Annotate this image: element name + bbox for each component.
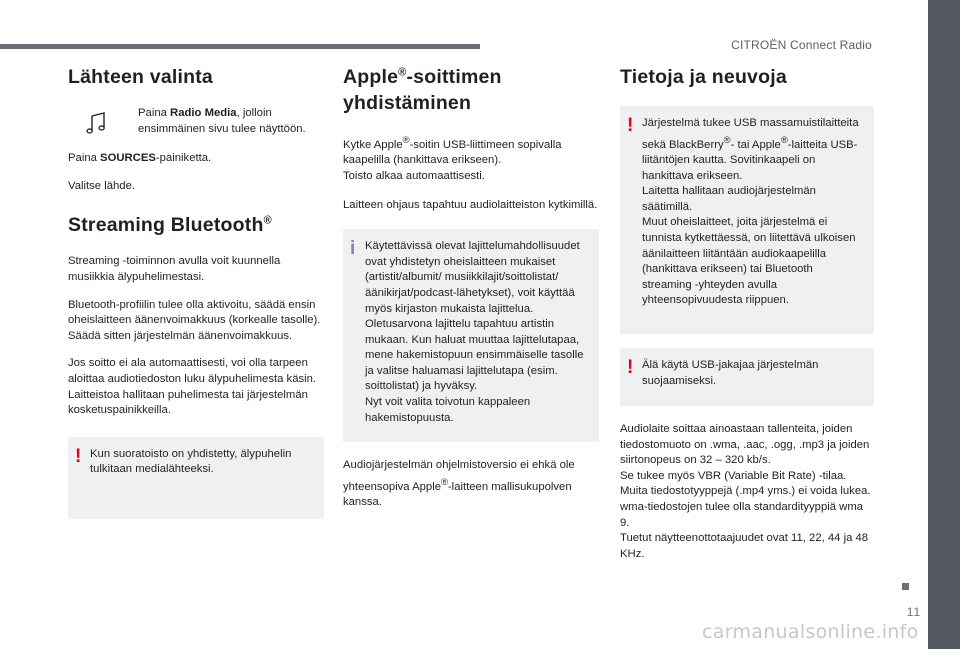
usb-warning-text: Järjestelmä tukee USB massamuistilaitteita sekä BlackBerry®- tai Apple®-laitteita USB-liitäntöjen kautta. Sovitinkaapeli on hankittava erikseen. Laitetta hallitaan audiojärjestelmän säätimillä. Muut oheislaitteet, joita järjestelmä ei tunnista kytkettäessä, on liitettävä ulkoisen äänilaitteen liitäntään audiokaapelilla (hankittava erikseen) tai Bluetooth streaming -yhteyden avulla yhteensopivuudesta riippuen. bbox=[642, 117, 859, 307]
info-icon: i bbox=[350, 238, 356, 260]
apple-info-box bbox=[343, 229, 599, 442]
media-instruction bbox=[68, 106, 324, 137]
format-paragraph: Audiolaite soittaa ainoastaan tallenteita, joiden tiedostomuoto on .wma, .aac, .ogg, .mp3 ja joiden siirtonopeus on 32 – 320 kb/s. Se tukee myös VBR (Variable Bit Rate) -tilaa. Muita tiedostotyyppejä (.mp4 yms.) ei voida lukea. wma-tiedostojen tulee olla standardityyppiä wma 9. Tuetut näytteenottotaajuudet ovat 11, 22, 44 ja 48 KHz. bbox=[620, 423, 871, 560]
header-bar bbox=[0, 44, 480, 49]
usb-warning-box bbox=[620, 106, 874, 334]
bt-warning-box bbox=[68, 437, 324, 519]
hub-warning-text: Älä käytä USB-jakajaa järjestelmän suojaamiseksi. bbox=[642, 359, 819, 387]
radio-media-label: Radio Media bbox=[170, 107, 237, 119]
apple-paragraph-2: Laitteen ohjaus tapahtuu audiolaitteiston kytkimillä. bbox=[343, 198, 598, 211]
column-info bbox=[620, 64, 874, 574]
apple-info-text: Käytettävissä olevat lajittelumahdollisuudet ovat yhdistetyn oheislaitteen mukaiset (artistit/albumit/ musiikkilajit/soittolistat/äänikirjat/podcast-lähetykset), voit käyttää myös kirjaston mukaista lajittelua. Oletusarvona lajittelu tapahtuu artistin mukaan. Kun haluat muuttaa lajittelutapaa, mene hakemistopuun ensimmäiselle tasolle ja valitse haluamasi lajittelutapa (esim. soittolistat) ja hyväksy. Nyt voit valita toivotun kappaleen hakemistopuusta. bbox=[365, 240, 584, 424]
media-paragraph: Paina Radio Media, jolloin ensimmäinen sivu tulee näyttöön. bbox=[138, 107, 306, 135]
column-apple bbox=[343, 64, 599, 523]
sources-paragraph: Paina SOURCES-painiketta. bbox=[68, 152, 212, 165]
apple-paragraph-3: Audiojärjestelmän ohjelmistoversio ei ehkä ole yhteensopiva Apple®-laitteen mallisukupolven kanssa. bbox=[343, 459, 575, 509]
bt-warning-text: Kun suoratoisto on yhdistetty, älypuhelin tulkitaan medialähteeksi. bbox=[90, 447, 292, 476]
music-note-icon bbox=[86, 112, 106, 134]
column-source-selection bbox=[68, 64, 324, 531]
section-title-bluetooth: Streaming Bluetooth® bbox=[68, 214, 272, 237]
apple-paragraph-1: Kytke Apple®-soitin USB-liittimeen sopivalla kaapelilla (hankittava erikseen). Toisto alkaa automaattisesti. bbox=[343, 134, 562, 182]
page-number: 11 bbox=[906, 605, 922, 619]
section-marker bbox=[902, 583, 909, 590]
bt-paragraph-1: Streaming -toiminnon avulla voit kuunnella musiikkia älypuhelimestasi. bbox=[68, 255, 281, 283]
page-edge-strip bbox=[928, 0, 960, 649]
hub-warning-box bbox=[620, 348, 874, 406]
warning-icon: ! bbox=[627, 357, 634, 378]
header-brand: CITROËN Connect Radio bbox=[731, 38, 872, 52]
section-title-source: Lähteen valinta bbox=[68, 66, 213, 88]
select-source-paragraph: Valitse lähde. bbox=[68, 179, 135, 192]
section-title-info: Tietoja ja neuvoja bbox=[620, 66, 787, 88]
sources-label: SOURCES bbox=[100, 152, 156, 165]
warning-icon: ! bbox=[75, 445, 82, 467]
bt-paragraph-2: Bluetooth-profiilin tulee olla aktivoitu, säädä ensin oheislaitteen äänenvoimakkuus (korkealle tasolle). Säädä sitten järjestelmän äänenvoimakkuus. bbox=[68, 298, 321, 342]
watermark: carmanualsonline.info bbox=[702, 621, 919, 643]
bt-paragraph-3: Jos soitto ei ala automaattisesti, voi olla tarpeen aloittaa audiotiedoston luku älypuhelimesta käsin. Laitteistoa hallitaan puhelimesta tai järjestelmän kosketuspainikkeilla. bbox=[68, 357, 317, 417]
section-title-apple: Apple®-soittimen yhdistäminen bbox=[343, 66, 502, 114]
warning-icon: ! bbox=[627, 115, 634, 136]
